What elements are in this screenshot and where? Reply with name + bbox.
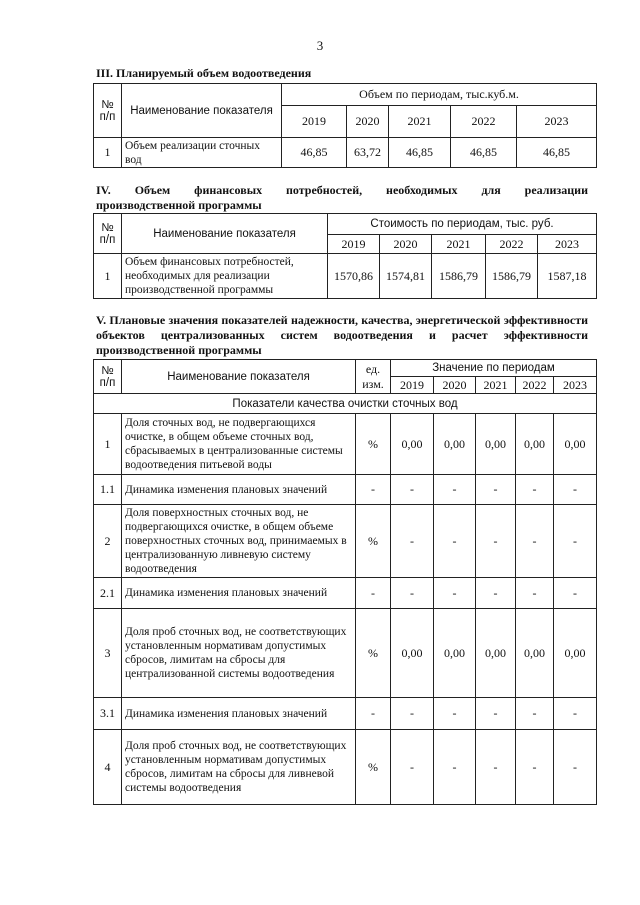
- section-5-heading: V. Плановые значения показателей надежности, качества, энергетической эффективности объектов централизованных систем водоотведения и расчет эффективности производственной программы: [96, 313, 588, 357]
- table-row: [94, 730, 597, 805]
- row-number: 3: [94, 609, 122, 698]
- row-value: -: [434, 475, 476, 505]
- heading-line-2: производственной программы: [96, 198, 262, 212]
- row-value: -: [434, 698, 476, 730]
- row-number: 2.1: [94, 578, 122, 609]
- row-value: -: [434, 505, 476, 578]
- row-number: 2: [94, 505, 122, 578]
- table-row: [94, 475, 597, 505]
- col-header-unit: ед. изм.: [356, 360, 391, 394]
- col-header-periods: Объем по периодам, тыс.куб.м.: [282, 84, 597, 106]
- section-4-heading: [96, 183, 588, 213]
- row-value: 0,00: [516, 609, 554, 698]
- year-header: 2023: [517, 106, 597, 138]
- row-value: 46,85: [389, 138, 451, 168]
- row-value: -: [391, 730, 434, 805]
- row-value: 46,85: [282, 138, 347, 168]
- col-header-name: Наименование показателя: [122, 214, 328, 254]
- row-value: 1587,18: [538, 254, 597, 299]
- table-row: [94, 505, 597, 578]
- row-value: -: [554, 730, 597, 805]
- row-value: -: [554, 698, 597, 730]
- year-header: 2019: [328, 235, 380, 254]
- year-header: 2023: [554, 377, 597, 394]
- row-name: Доля проб сточных вод, не соответствующих установленным нормативам допустимых сбросов, лимитам на сбросы для централизованной системы водоотведения: [122, 609, 356, 698]
- row-value: -: [554, 475, 597, 505]
- row-value: -: [434, 578, 476, 609]
- row-number: 1: [94, 254, 122, 299]
- row-value: 0,00: [554, 609, 597, 698]
- year-header: 2022: [486, 235, 538, 254]
- year-header: 2021: [432, 235, 486, 254]
- heading-word: для: [481, 183, 501, 197]
- section-3-heading: III. Планируемый объем водоотведения: [96, 66, 312, 80]
- section-5-table: [93, 359, 597, 805]
- row-value: 0,00: [391, 414, 434, 475]
- year-header: 2020: [347, 106, 389, 138]
- row-value: -: [516, 505, 554, 578]
- year-header: 2019: [391, 377, 434, 394]
- row-value: -: [391, 505, 434, 578]
- year-header: 2022: [451, 106, 517, 138]
- col-header-no: № п/п: [94, 360, 122, 394]
- year-header: 2021: [476, 377, 516, 394]
- table-row: [94, 254, 597, 299]
- row-value: -: [516, 475, 554, 505]
- row-value: -: [391, 698, 434, 730]
- heading-word: необходимых: [386, 183, 458, 197]
- row-name: Доля сточных вод, не подвергающихся очистке, в общем объеме сточных вод, сбрасываемых в централизованные системы водоотведения питьевой воды: [122, 414, 356, 475]
- row-value: 1586,79: [486, 254, 538, 299]
- row-value: 0,00: [554, 414, 597, 475]
- row-value: -: [434, 730, 476, 805]
- row-value: -: [554, 505, 597, 578]
- section-3-table: [93, 83, 597, 168]
- row-number: 1: [94, 138, 122, 168]
- row-value: 46,85: [451, 138, 517, 168]
- row-name: Доля проб сточных вод, не соответствующих установленным нормативам допустимых сбросов, лимитам на сбросы для ливневой системы водоотведения: [122, 730, 356, 805]
- table-row: [94, 138, 597, 168]
- row-value: 0,00: [434, 609, 476, 698]
- row-value: -: [554, 578, 597, 609]
- year-header: 2020: [380, 235, 432, 254]
- row-unit: %: [356, 414, 391, 475]
- row-name: Динамика изменения плановых значений: [122, 698, 356, 730]
- row-name: Динамика изменения плановых значений: [122, 475, 356, 505]
- row-unit: -: [356, 578, 391, 609]
- col-header-no: № п/п: [94, 84, 122, 138]
- year-header: 2021: [389, 106, 451, 138]
- row-name: Объем реализации сточных вод: [122, 138, 282, 168]
- heading-word: финансовых: [194, 183, 263, 197]
- row-value: 0,00: [476, 609, 516, 698]
- table-row: [94, 609, 597, 698]
- year-header: 2022: [516, 377, 554, 394]
- row-number: 4: [94, 730, 122, 805]
- col-header-name: Наименование показателя: [122, 84, 282, 138]
- row-value: 0,00: [516, 414, 554, 475]
- heading-word: IV.: [96, 183, 111, 197]
- table-row: [94, 414, 597, 475]
- row-value: -: [476, 475, 516, 505]
- row-value: 0,00: [434, 414, 476, 475]
- row-value: -: [516, 578, 554, 609]
- row-value: 1586,79: [432, 254, 486, 299]
- row-unit: -: [356, 698, 391, 730]
- row-value: -: [516, 698, 554, 730]
- row-number: 1: [94, 414, 122, 475]
- row-name: Объем финансовых потребностей, необходимых для реализации производственной программы: [122, 254, 328, 299]
- row-unit: -: [356, 475, 391, 505]
- row-value: 46,85: [517, 138, 597, 168]
- col-header-name: Наименование показателя: [122, 360, 356, 394]
- row-unit: %: [356, 609, 391, 698]
- group-title: Показатели качества очистки сточных вод: [94, 394, 597, 414]
- heading-word: Объем: [134, 183, 171, 197]
- page-number: 3: [316, 38, 324, 53]
- col-header-periods: Стоимость по периодам, тыс. руб.: [328, 214, 597, 235]
- year-header: 2019: [282, 106, 347, 138]
- section-4-table: [93, 213, 597, 299]
- row-value: -: [476, 698, 516, 730]
- heading-word: реализации: [524, 183, 588, 197]
- row-number: 3.1: [94, 698, 122, 730]
- row-value: -: [476, 505, 516, 578]
- col-header-periods: Значение по периодам: [391, 360, 597, 377]
- col-header-no: № п/п: [94, 214, 122, 254]
- row-name: Доля поверхностных сточных вод, не подвергающихся очистке, в общем объеме поверхностных сточных вод, принимаемых в централизованную ливневую систему водоотведения: [122, 505, 356, 578]
- row-number: 1.1: [94, 475, 122, 505]
- row-name: Динамика изменения плановых значений: [122, 578, 356, 609]
- row-value: -: [476, 730, 516, 805]
- row-value: 0,00: [391, 609, 434, 698]
- row-value: -: [516, 730, 554, 805]
- row-value: 1574,81: [380, 254, 432, 299]
- year-header: 2020: [434, 377, 476, 394]
- row-value: -: [476, 578, 516, 609]
- row-unit: %: [356, 505, 391, 578]
- year-header: 2023: [538, 235, 597, 254]
- row-value: 0,00: [476, 414, 516, 475]
- row-unit: %: [356, 730, 391, 805]
- heading-word: потребностей,: [285, 183, 363, 197]
- table-row: [94, 578, 597, 609]
- row-value: -: [391, 475, 434, 505]
- table-row: [94, 698, 597, 730]
- row-value: -: [391, 578, 434, 609]
- row-value: 1570,86: [328, 254, 380, 299]
- row-value: 63,72: [347, 138, 389, 168]
